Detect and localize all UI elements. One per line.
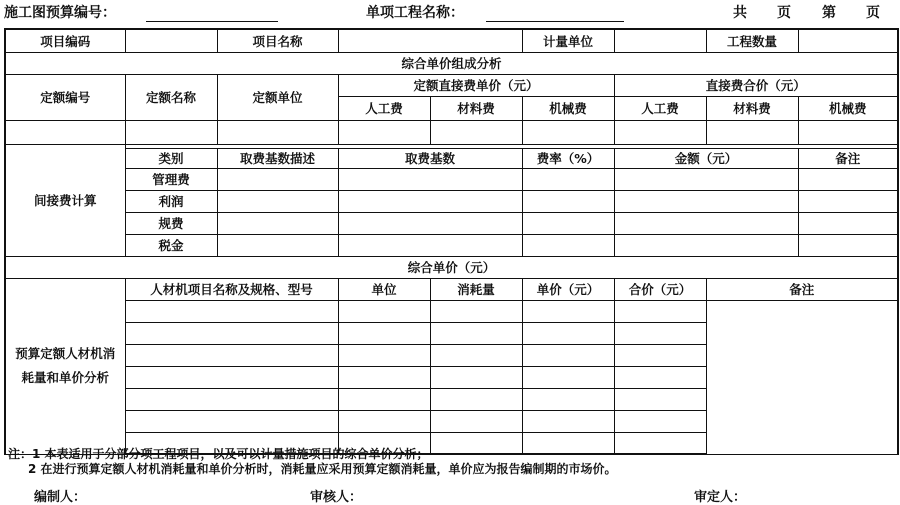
project-name-label: 单项工程名称： [366,5,464,21]
table-row [5,212,898,234]
table-row [5,190,898,212]
indirect-cost-label: 间接费计算 [5,144,125,256]
resource-cell[interactable] [125,366,338,388]
page-unit-label: 页 [777,5,791,21]
resource-cell[interactable] [614,344,706,366]
resource-cell[interactable] [430,300,522,322]
material-header: 材料费 [430,96,522,120]
machine-total-header: 机械费 [798,96,898,120]
fee-cell[interactable] [614,212,798,234]
table-row [5,52,898,74]
item-name-header: 项目名称 [217,29,338,52]
fee-cell[interactable] [798,234,898,256]
remark2-header: 备注 [706,278,898,300]
fee-cell[interactable] [522,168,614,190]
fee-category-management: 管理费 [125,168,217,190]
fee-cell[interactable] [217,168,338,190]
project-name-blank[interactable] [486,21,624,22]
drawing-number-blank[interactable] [146,21,278,22]
resource-cell[interactable] [522,322,614,344]
measure-unit-cell[interactable] [614,29,706,52]
fee-cell[interactable] [217,234,338,256]
resource-cell[interactable] [522,344,614,366]
resource-cell[interactable] [614,366,706,388]
table-row [5,300,898,322]
footnotes [8,447,898,477]
quota-entry-cell[interactable] [798,120,898,144]
fee-cell[interactable] [338,234,522,256]
fee-cell[interactable] [338,168,522,190]
resource-cell[interactable] [430,388,522,410]
quota-entry-cell[interactable] [614,120,706,144]
form-header [0,2,900,24]
resource-cell[interactable] [338,410,430,432]
consumption-header: 消耗量 [430,278,522,300]
measure-unit-header: 计量单位 [522,29,614,52]
table-row [5,120,898,144]
fee-cell[interactable] [798,212,898,234]
composite-analysis-title: 综合单价组成分析 [5,52,898,74]
resource-cell[interactable] [125,344,338,366]
quota-entry-cell[interactable] [5,120,125,144]
fee-category-profit: 利润 [125,190,217,212]
table-row [5,148,898,168]
resource-cell[interactable] [614,300,706,322]
unit-price-header: 单价（元） [522,278,614,300]
rate-header: 费率（%） [522,148,614,168]
table-row [5,256,898,278]
note-2: 2 在进行预算定额人材机消耗量和单价分析时，消耗量应采用预算定额消耗量，单价应为报告编制期的市场价。 [28,462,617,476]
quota-entry-cell[interactable] [706,120,798,144]
resource-cell[interactable] [338,388,430,410]
consumption-analysis-label: 预算定额人材机消耗量和单价分析 [5,278,125,454]
reviewer-label: 审核人： [310,490,363,505]
resource-cell[interactable] [614,410,706,432]
unit-price-analysis-table [4,28,899,455]
composite-unit-price-label: 综合单价（元） [5,256,898,278]
resource-cell[interactable] [522,410,614,432]
resource-cell[interactable] [338,344,430,366]
base-desc-header: 取费基数描述 [217,148,338,168]
fee-cell[interactable] [338,212,522,234]
compiler-label: 编制人： [34,490,87,505]
fee-cell[interactable] [614,190,798,212]
quota-code-header: 定额编号 [5,74,125,120]
resource-cell[interactable] [338,366,430,388]
total-price-header: 合价（元） [614,278,706,300]
fee-category-regulatory: 规费 [125,212,217,234]
resource-cell[interactable] [614,322,706,344]
fee-cell[interactable] [798,168,898,190]
resource-name-header: 人材机项目名称及规格、型号 [125,278,338,300]
table-row [5,74,898,96]
quota-entry-cell[interactable] [522,120,614,144]
page-number-label: 第 [822,5,836,21]
note-1: 注：1 本表适用于分部分项工程项目，以及可以计量措施项目的综合单价分析； [8,447,429,461]
remark2-cell[interactable] [706,300,898,454]
resource-cell[interactable] [522,300,614,322]
quota-entry-cell[interactable] [338,120,430,144]
fee-cell[interactable] [217,212,338,234]
resource-cell[interactable] [430,322,522,344]
resource-cell[interactable] [125,388,338,410]
quota-entry-cell[interactable] [430,120,522,144]
material-total-header: 材料费 [706,96,798,120]
resource-cell[interactable] [125,300,338,322]
direct-unit-price-header: 定额直接费单价（元） [338,74,614,96]
resource-cell[interactable] [614,388,706,410]
item-code-cell[interactable] [125,29,217,52]
page-total-label: 共 [733,5,747,21]
quantity-header: 工程数量 [706,29,798,52]
quota-unit-header: 定额单位 [217,74,338,120]
table-row [5,234,898,256]
fee-cell[interactable] [522,212,614,234]
base-header: 取费基数 [338,148,522,168]
table-row [5,29,898,52]
resource-cell[interactable] [125,322,338,344]
resource-cell[interactable] [430,344,522,366]
unit-header: 单位 [338,278,430,300]
resource-cell[interactable] [522,366,614,388]
resource-cell[interactable] [522,388,614,410]
remark-header: 备注 [798,148,898,168]
fee-cell[interactable] [338,190,522,212]
resource-cell[interactable] [430,366,522,388]
quota-name-header: 定额名称 [125,74,217,120]
fee-cell[interactable] [217,190,338,212]
table-row [5,168,898,190]
fee-category-tax: 税金 [125,234,217,256]
approver-label: 审定人： [694,490,747,505]
labor-header: 人工费 [338,96,430,120]
quantity-cell[interactable] [798,29,898,52]
quota-entry-cell[interactable] [217,120,338,144]
drawing-number-label: 施工图预算编号： [4,5,116,21]
labor-total-header: 人工费 [614,96,706,120]
direct-total-header: 直接费合价（元） [614,74,898,96]
resource-cell[interactable] [338,322,430,344]
fee-cell[interactable] [522,234,614,256]
fee-cell[interactable] [614,168,798,190]
item-code-header: 项目编码 [5,29,125,52]
machine-header: 机械费 [522,96,614,120]
fee-cell[interactable] [522,190,614,212]
amount-header: 金额（元） [614,148,798,168]
category-header: 类别 [125,148,217,168]
item-name-cell[interactable] [338,29,522,52]
resource-cell[interactable] [338,300,430,322]
page-unit-label-2: 页 [866,5,880,21]
resource-cell[interactable] [430,410,522,432]
quota-entry-cell[interactable] [125,120,217,144]
fee-cell[interactable] [614,234,798,256]
resource-cell[interactable] [125,410,338,432]
fee-cell[interactable] [798,190,898,212]
table-row [5,278,898,300]
